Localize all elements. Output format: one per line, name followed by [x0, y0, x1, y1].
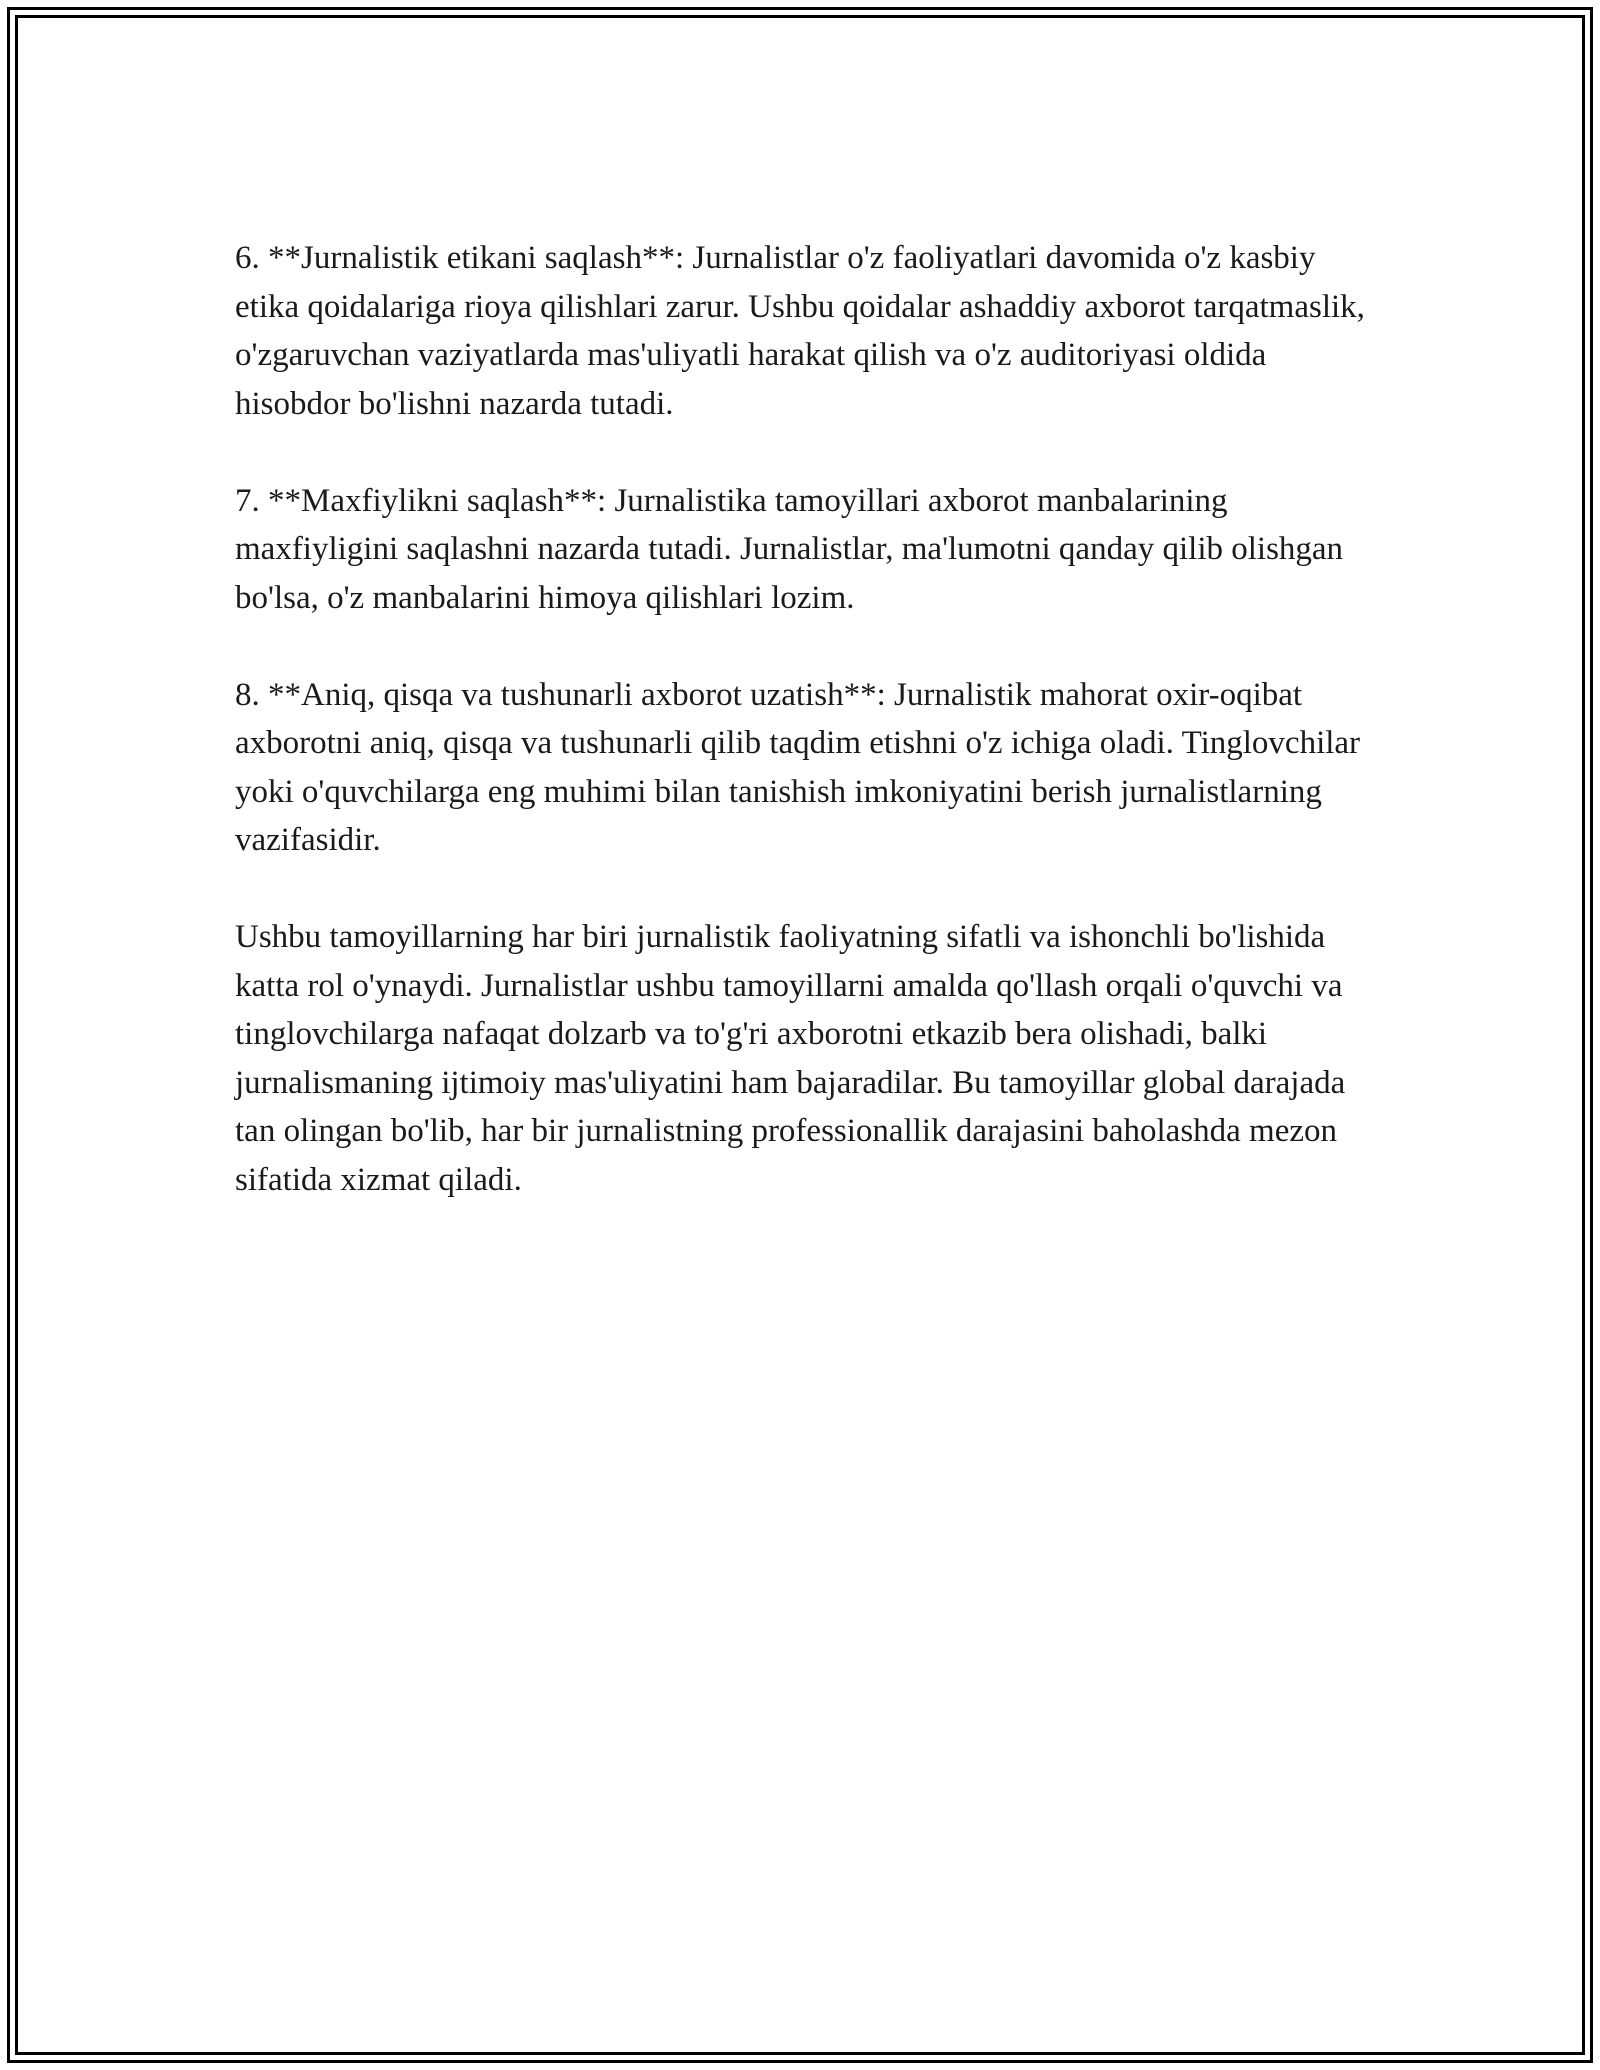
paragraph-conclusion: Ushbu tamoyillarning har biri jurnalistik faoliyatning sifatli va ishonchli bo'lishida katta rol o'ynaydi. Jurnalistlar ushbu tamoyillarni amalda qo'llash orqali o'quvchi va tinglovchilarga nafaqat dolzarb va to'g'ri axborotni etkazib bera olishadi, balki jurnalismaning ijtimoiy mas'uliyatini ham bajaradilar. Bu tamoyillar global darajada tan olingan bo'lib, har bir jurnalistning professionallik darajasini baholashda mezon sifatida xizmat qiladi. — [235, 919, 1346, 1198]
paragraph-confidentiality: 7. **Maxfiylikni saqlash**: Jurnalistika tamoyillari axborot manbalarining maxfiyligini saqlashni nazarda tutadi. Jurnalistlar, ma'lumotni qanday qilib olishgan bo'lsa, o'z manbalarini himoya qilishlari lozim. — [235, 482, 1344, 616]
paragraph-clear-communication: 8. **Aniq, qisqa va tushunarli axborot uzatish**: Jurnalistik mahorat oxir-oqibat axborotni aniq, qisqa va tushunarli qilib taqdim etishni o'z ichiga oladi. Tinglovchilar yoki o'quvchilarga eng muhimi bilan tanishish imkoniyatini berish jurnalistlarning vazifasidir. — [235, 676, 1361, 858]
document-body — [235, 234, 1375, 1253]
paragraph-journalistic-ethics: 6. **Jurnalistik etikani saqlash**: Jurnalistlar o'z faoliyatlari davomida o'z kasbiy etika qoidalariga rioya qilishlari zarur. Ushbu qoidalar ashaddiy axborot tarqatmaslik, o'zgaruvchan vaziyatlarda mas'uliyatli harakat qilish va o'z auditoriyasi oldida hisobdor bo'lishni nazarda tutadi. — [235, 240, 1365, 422]
